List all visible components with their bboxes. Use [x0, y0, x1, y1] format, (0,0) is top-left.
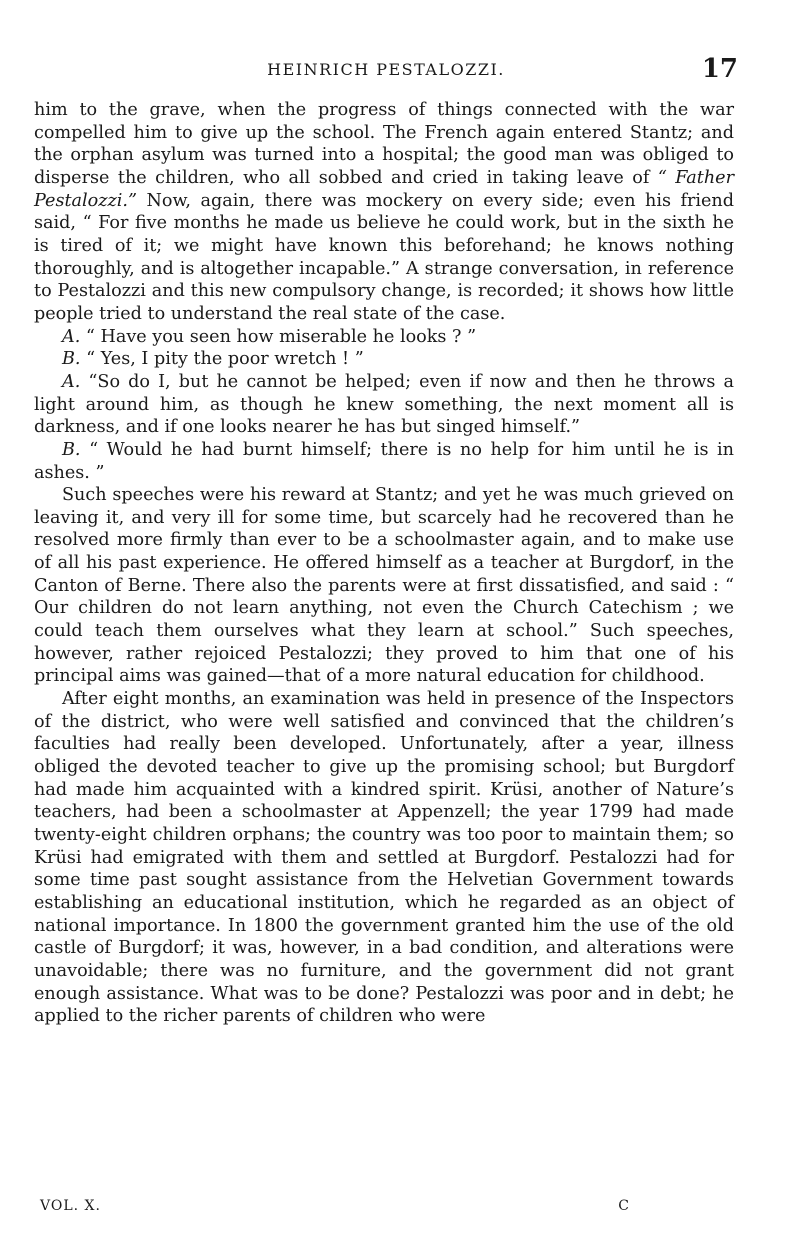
paragraph [34, 371, 734, 439]
paragraph [34, 439, 734, 484]
paragraph [34, 484, 734, 688]
paragraph [34, 348, 734, 371]
italic-text: “ Father Pestalozzi.” [34, 167, 734, 211]
italic-text: B. [62, 439, 81, 460]
paragraph [34, 99, 734, 326]
italic-text: A. [62, 371, 81, 392]
text-run: Now, again, there was mockery on every side; even his friend said, “ For five months he made us believe he could work, but in the sixth he is tired of it; we might have known this beforehand; he knows nothing thoroughly, and is altogether incapable.” A strange conversation, in reference to Pestalozzi and this new compulsory change, is recorded; it shows how little people tried to understand the real state of the case. [34, 190, 734, 324]
running-title: HEINRICH PESTALOZZI. [267, 60, 505, 79]
page-number: 17 [701, 54, 738, 84]
paragraph [34, 688, 734, 1028]
text-run: “ Have you seen how miserable he looks ? ” [80, 326, 477, 347]
page-footer [40, 1198, 660, 1222]
italic-text: B. [62, 349, 81, 370]
paragraph [34, 326, 734, 349]
running-head [34, 56, 738, 86]
volume-label: VOL. X. [40, 1198, 101, 1214]
text-run: After eight months, an examination was held in presence of the Inspectors of the district, who were well satisfied and convinced that the children’s faculties had really been developed. Unfortunately, after a year, illness obliged the devoted teacher to give up the promising school; but Burgdorf had made him acquainted with a kindred spirit. Krüsi, another of Nature’s teachers, had been a schoolmaster at Appenzell; the year 1799 had made twenty-eight children orphans; the country was too poor to maintain them; so Krüsi had emigrated with them and settled at Burgdorf. Pestalozzi had for some time past sought assistance from the Helvetian Government towards establishing an educational institution, which he regarded as an object of national importance. In 1800 the government granted him the use of the old castle of Burgdorf; it was, however, in a bad condition, and alterations were unavoidable; there was no furniture, and the government did not grant enough assistance. What was to be done? Pestalozzi was poor and in debt; he applied to the richer parents of children who were [34, 689, 734, 1027]
text-run: “So do I, but he cannot be helped; even if now and then he throws a light around him, as though he knew something, the next moment all is darkness, and if one looks nearer he has but singed himself.” [34, 371, 734, 438]
body-text [34, 99, 734, 1028]
text-run: Such speeches were his reward at Stantz; and yet he was much grieved on leaving it, and very ill for some time, but scarcely had he recovered than he resolved more firmly than ever to be a schoolmaster again, and to make use of all his past experience. He offered himself as a teacher at Burgdorf, in the Canton of Berne. There also the parents were at first dissatisfied, and said : “ Our children do not learn anything, not even the Church Catechism ; we could teach them ourselves what they learn at school.” Such speeches, however, rather rejoiced Pestalozzi; they proved to him that one of his principal aims was gained—that of a more natural education for childhood. [34, 485, 734, 687]
italic-text: A. [62, 326, 81, 347]
text-run: him to the grave, when the progress of things connected with the war compelled him to give up the school. The French again entered Stantz; and the orphan asylum was turned into a hospital; the good man was obliged to disperse the children, who all sobbed and cried in taking leave of [34, 100, 734, 188]
text-run: “ Yes, I pity the poor wretch ! ” [80, 349, 364, 370]
text-run: “ Would he had burnt himself; there is no help for him until he is in ashes. ” [34, 439, 734, 483]
signature-mark: C [618, 1198, 630, 1214]
